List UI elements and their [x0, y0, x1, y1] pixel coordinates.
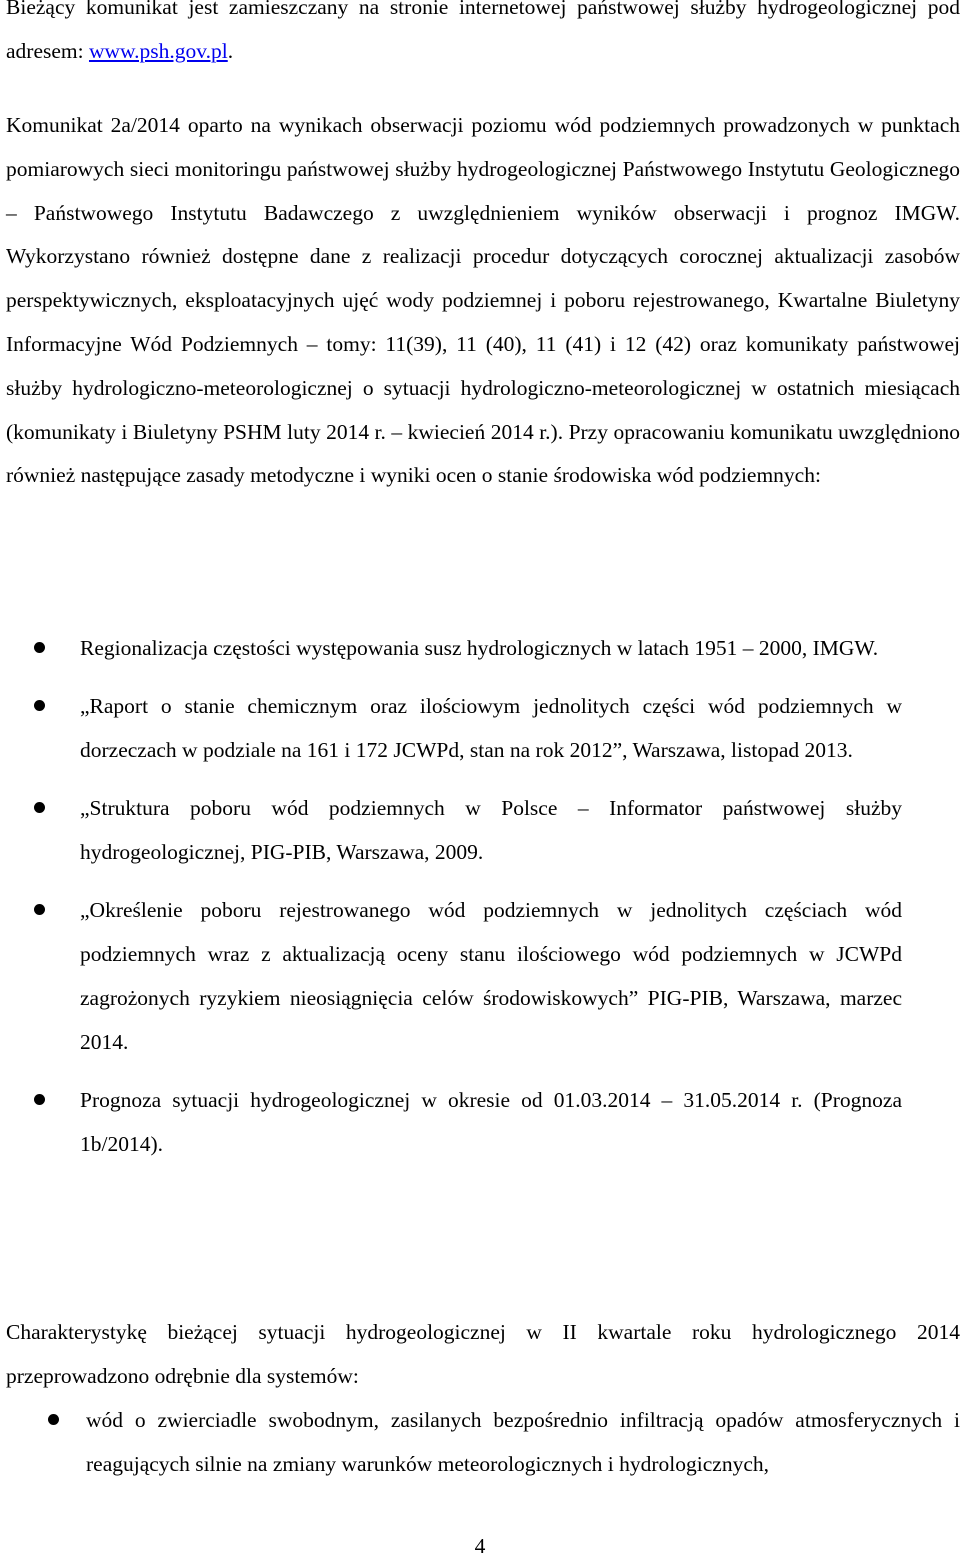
- intro-paragraph: [6, 0, 960, 74]
- intro-text: Bieżący komunikat jest zamieszczany na stronie internetowej państwowej służby hydrogeologicznej pod adresem:: [6, 0, 960, 63]
- bullet-icon: [34, 802, 45, 813]
- list-item-text: wód o zwierciadle swobodnym, zasilanych bezpośrednio infiltracją opadów atmosferycznych i reagujących silnie na zmiany warunków meteorologicznych i hydrologicznych,: [86, 1408, 960, 1476]
- list-item-text: Regionalizacja częstości występowania susz hydrologicznych w latach 1951 – 2000, IMGW.: [80, 636, 879, 660]
- list-item: [0, 1079, 960, 1167]
- bullet-icon: [34, 700, 45, 711]
- list-item: [0, 1399, 960, 1487]
- list-item: [0, 627, 960, 671]
- systems-list: [0, 1399, 960, 1487]
- bullet-icon: [34, 904, 45, 915]
- psh-website-link[interactable]: www.psh.gov.pl: [88, 38, 228, 63]
- page-number: 4: [474, 1534, 486, 1558]
- sources-list: [0, 627, 960, 1167]
- list-item-text: „Określenie poboru rejestrowanego wód podziemnych w jednolitych częściach wód podziemnych wraz z aktualizacją oceny stanu ilościowego wód podziemnych w JCWPd zagrożonych ryzykiem nieosiągnięcia celów środowiskowych” PIG-PIB, Warszawa, marzec 2014.: [80, 898, 902, 1054]
- list-item: [0, 787, 960, 875]
- methodology-paragraph: Komunikat 2a/2014 oparto na wynikach obserwacji poziomu wód podziemnych prowadzonych w punktach pomiarowych sieci monitoringu państwowej służby hydrogeologicznej Państwowego Instytutu Geologicznego – Państwowego Instytutu Badawczego z uwzględnieniem wyników obserwacji i prognoz IMGW. Wykorzystano również dostępne dane z realizacji procedur dotyczących corocznej aktualizacji zasobów perspektywicznych, eksploatacyjnych ujęć wody podziemnej i poboru rejestrowanego, Kwartalne Biuletyny Informacyjne Wód Podziemnych – tomy: 11(39), 11 (40), 11 (41) i 12 (42) oraz komunikaty państwowej służby hydrologiczno-meteorologicznej o sytuacji hydrologiczno-meteorologicznej w ostatnich miesiącach (komunikaty i Biuletyny PSHM luty 2014 r. – kwiecień 2014 r.). Przy opracowaniu komunikatu uwzględniono również następujące zasady metodyczne i wyniki ocen o stanie środowiska wód podziemnych:: [6, 113, 960, 488]
- list-item-text: Prognoza sytuacji hydrogeologicznej w okresie od 01.03.2014 – 31.05.2014 r. (Prognoza 1b/2014).: [80, 1088, 902, 1156]
- list-item-text: „Struktura poboru wód podziemnych w Polsce – Informator państwowej służby hydrogeologicznej, PIG-PIB, Warszawa, 2009.: [80, 796, 902, 865]
- intro-period: .: [227, 38, 234, 63]
- bullet-icon: [34, 642, 45, 653]
- list-item: [0, 889, 960, 1064]
- systems-intro-paragraph: Charakterystykę bieżącej sytuacji hydrogeologicznej w II kwartale roku hydrologicznego 2014 przeprowadzono odrębnie dla systemów:: [6, 1320, 960, 1388]
- bullet-icon: [34, 1094, 45, 1105]
- bullet-icon: [48, 1414, 59, 1425]
- list-item: [0, 685, 960, 773]
- list-item-text: „Raport o stanie chemicznym oraz ilościowym jednolitych części wód podziemnych w dorzeczach w podziale na 161 i 172 JCWPd, stan na rok 2012”, Warszawa, listopad 2013.: [80, 694, 902, 763]
